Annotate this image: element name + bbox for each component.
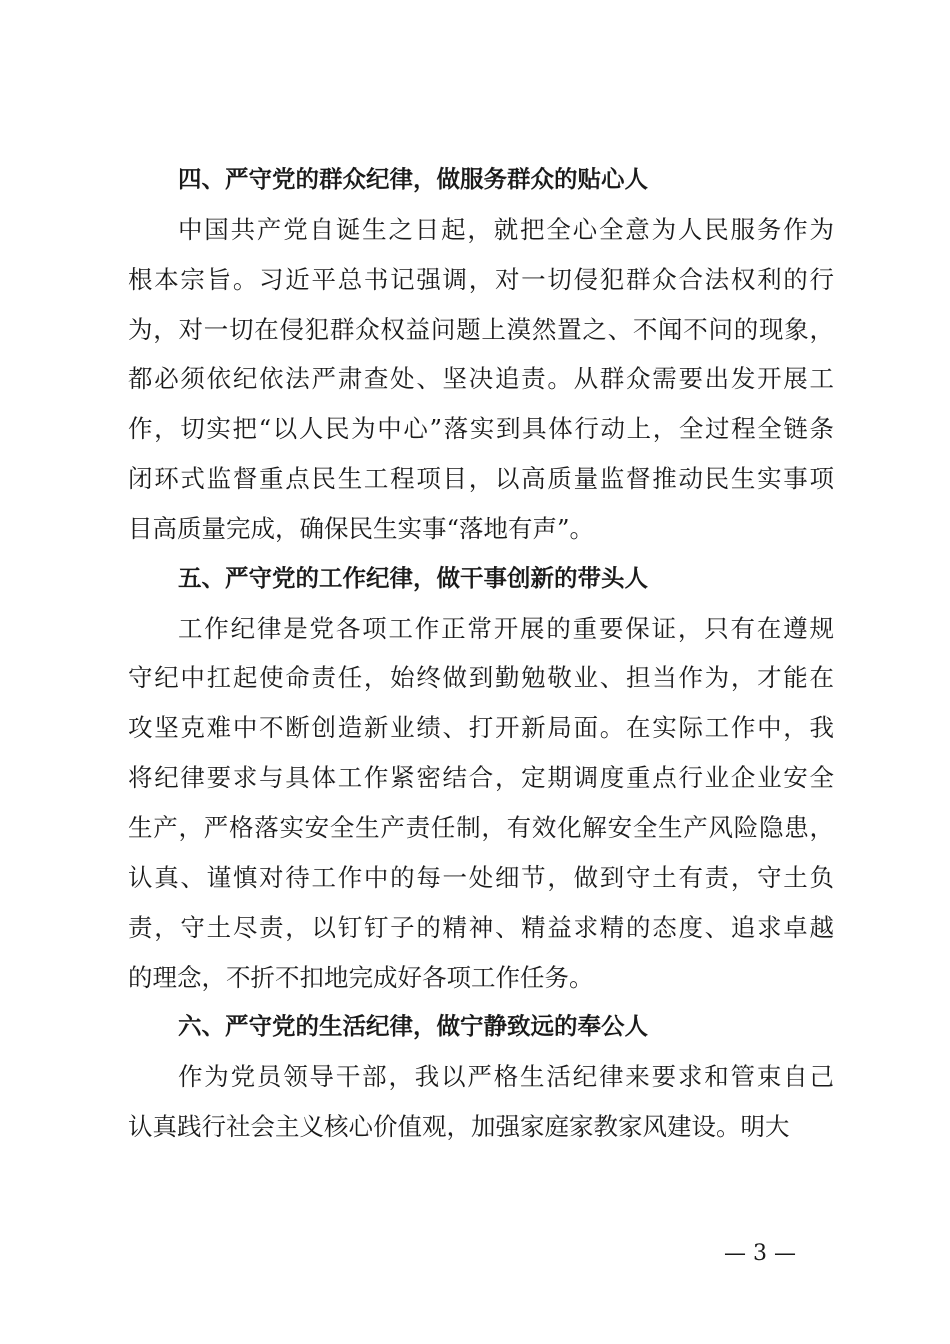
text-line: 作为党员领导干部，我以严格生活纪律来要求和管束自己: [178, 1062, 834, 1092]
text-line: 根本宗旨。习近平总书记强调，对一切侵犯群众合法权利的行: [128, 264, 834, 294]
text-line: 认真、谨慎对待工作中的每一处细节，做到守土有责，守土负: [128, 862, 834, 892]
text-line: 认真践行社会主义核心价值观，加强家庭家教家风建设。明大: [128, 1112, 790, 1142]
text-line: 工作纪律是党各项工作正常开展的重要保证，只有在遵规: [178, 613, 834, 643]
text-line: 责，守土尽责，以钉钉子的精神、精益求精的态度、追求卓越: [128, 912, 834, 942]
text-line: 生产，严格落实安全生产责任制，有效化解安全生产风险隐患，: [128, 812, 834, 842]
text-line: 将纪律要求与具体工作紧密结合，定期调度重点行业企业安全: [128, 763, 834, 793]
section-heading: 六、严守党的生活纪律，做宁静致远的奉公人: [178, 1012, 648, 1041]
page-footer: [0, 1238, 950, 1270]
page-number: — 3 —: [724, 1241, 796, 1266]
text-line: 作，切实把“以人民为中心”落实到具体行动上，全过程全链条: [128, 414, 834, 444]
section-heading: 四、严守党的群众纪律，做服务群众的贴心人: [178, 165, 648, 193]
paragraph: [128, 205, 834, 554]
text-line: 攻坚克难中不断创造新业绩、打开新局面。在实际工作中，我: [128, 713, 834, 743]
paragraph: [128, 1052, 834, 1152]
text-line: 都必须依纪依法严肃查处、坚决追责。从群众需要出发开展工: [128, 364, 834, 394]
text-line: 为，对一切在侵犯群众权益问题上漠然置之、不闻不问的现象，: [128, 314, 834, 344]
paragraph: [128, 604, 834, 1003]
text-line: 的理念，不折不扣地完成好各项工作任务。: [128, 962, 594, 992]
document-body: [128, 155, 834, 1152]
section: [128, 1002, 834, 1152]
section-heading: 五、严守党的工作纪律，做干事创新的带头人: [178, 563, 648, 592]
text-line: 守纪中扛起使命责任，始终做到勤勉敬业、担当作为，才能在: [128, 663, 834, 693]
text-line: 目高质量完成，确保民生实事“落地有声”。: [128, 513, 595, 543]
section: [128, 554, 834, 1003]
text-line: 中国共产党自诞生之日起，就把全心全意为人民服务作为: [178, 214, 834, 244]
section: [128, 155, 834, 554]
text-line: 闭环式监督重点民生工程项目，以高质量监督推动民生实事项: [128, 464, 834, 494]
